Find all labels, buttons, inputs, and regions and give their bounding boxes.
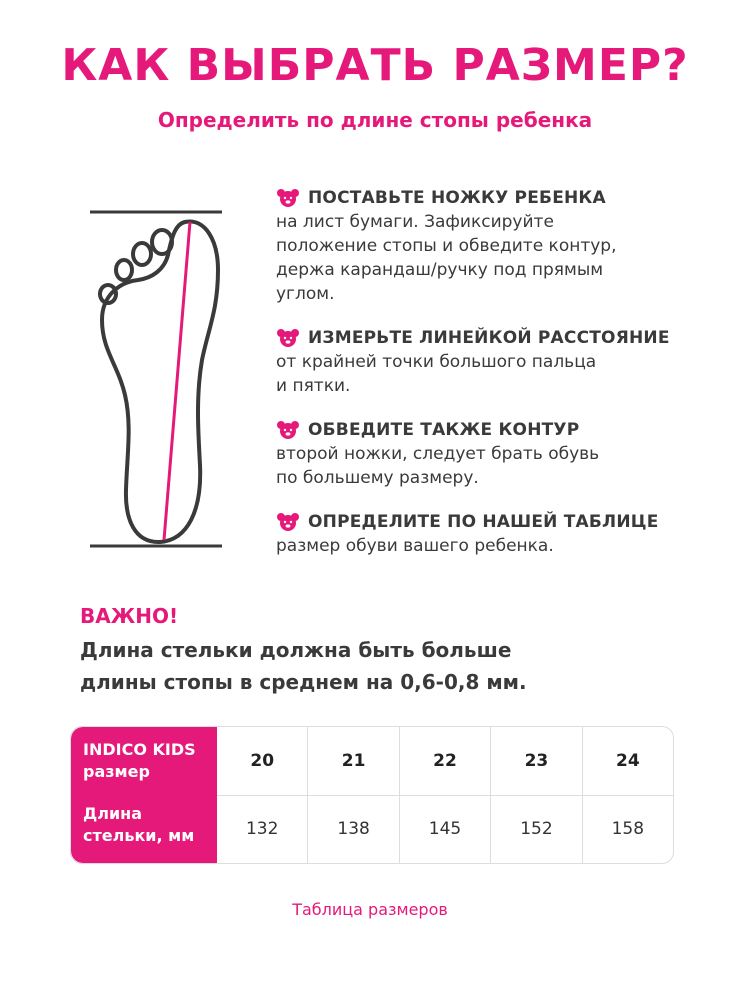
- step-1: [276, 188, 716, 306]
- table-column: [490, 727, 581, 863]
- table-column: [582, 727, 673, 863]
- important-text: Длина стельки должна быть больше длины стопы в среднем на 0,6-0,8 мм.: [80, 638, 527, 694]
- table-columns: [217, 727, 673, 863]
- table-caption: Таблица размеров: [292, 900, 448, 919]
- step-title: ИЗМЕРЬТЕ ЛИНЕЙКОЙ РАССТОЯНИЕ: [308, 328, 670, 348]
- length-cell: 145: [428, 819, 462, 839]
- bear-icon: [276, 328, 300, 348]
- step-text: второй ножки, следует брать обувь по большему размеру.: [276, 444, 600, 488]
- page-subtitle: Определить по длине стопы ребенка: [157, 108, 593, 132]
- size-cell: 22: [400, 727, 490, 796]
- step-3: [276, 420, 716, 490]
- step-title: ОБВЕДИТЕ ТАКЖЕ КОНТУР: [308, 420, 580, 440]
- size-cell: 24: [583, 727, 673, 796]
- length-cell: 152: [520, 819, 553, 839]
- important-note: [80, 604, 720, 698]
- step-title: ПОСТАВЬТЕ НОЖКУ РЕБЕНКА: [308, 188, 606, 208]
- table-column: [399, 727, 490, 863]
- table-header-column: [71, 727, 217, 863]
- size-row-header: INDICO KIDS размер: [83, 740, 196, 781]
- length-row-header: Длина стельки, мм: [83, 804, 195, 845]
- bear-icon: [276, 188, 300, 208]
- foot-icon: [100, 222, 218, 543]
- step-text: размер обуви вашего ребенка.: [276, 536, 554, 556]
- step-text: на лист бумаги. Зафиксируйте положение стопы и обведите контур, держа карандаш/ручку под прямым углом.: [276, 212, 617, 304]
- length-measure-line: [164, 222, 190, 540]
- length-cell: 138: [337, 819, 370, 839]
- important-label: ВАЖНО!: [80, 604, 179, 628]
- bear-icon: [276, 420, 300, 440]
- step-2: [276, 328, 716, 398]
- step-text: от крайней точки большого пальца и пятки.: [276, 352, 597, 396]
- size-cell: 21: [308, 727, 398, 796]
- size-table: [70, 726, 674, 864]
- length-cell: 158: [611, 819, 645, 839]
- bear-icon: [276, 512, 300, 532]
- page-title: КАК ВЫБРАТЬ РАЗМЕР?: [61, 40, 689, 91]
- table-column: [307, 727, 398, 863]
- instruction-steps: [276, 188, 716, 580]
- length-cell: 132: [245, 819, 279, 839]
- size-cell: 20: [217, 727, 307, 796]
- table-column: [217, 727, 307, 863]
- step-title: ОПРЕДЕЛИТЕ ПО НАШЕЙ ТАБЛИЦЕ: [308, 512, 659, 532]
- step-4: [276, 512, 716, 558]
- foot-outline-illustration: [80, 200, 240, 560]
- size-cell: 23: [491, 727, 581, 796]
